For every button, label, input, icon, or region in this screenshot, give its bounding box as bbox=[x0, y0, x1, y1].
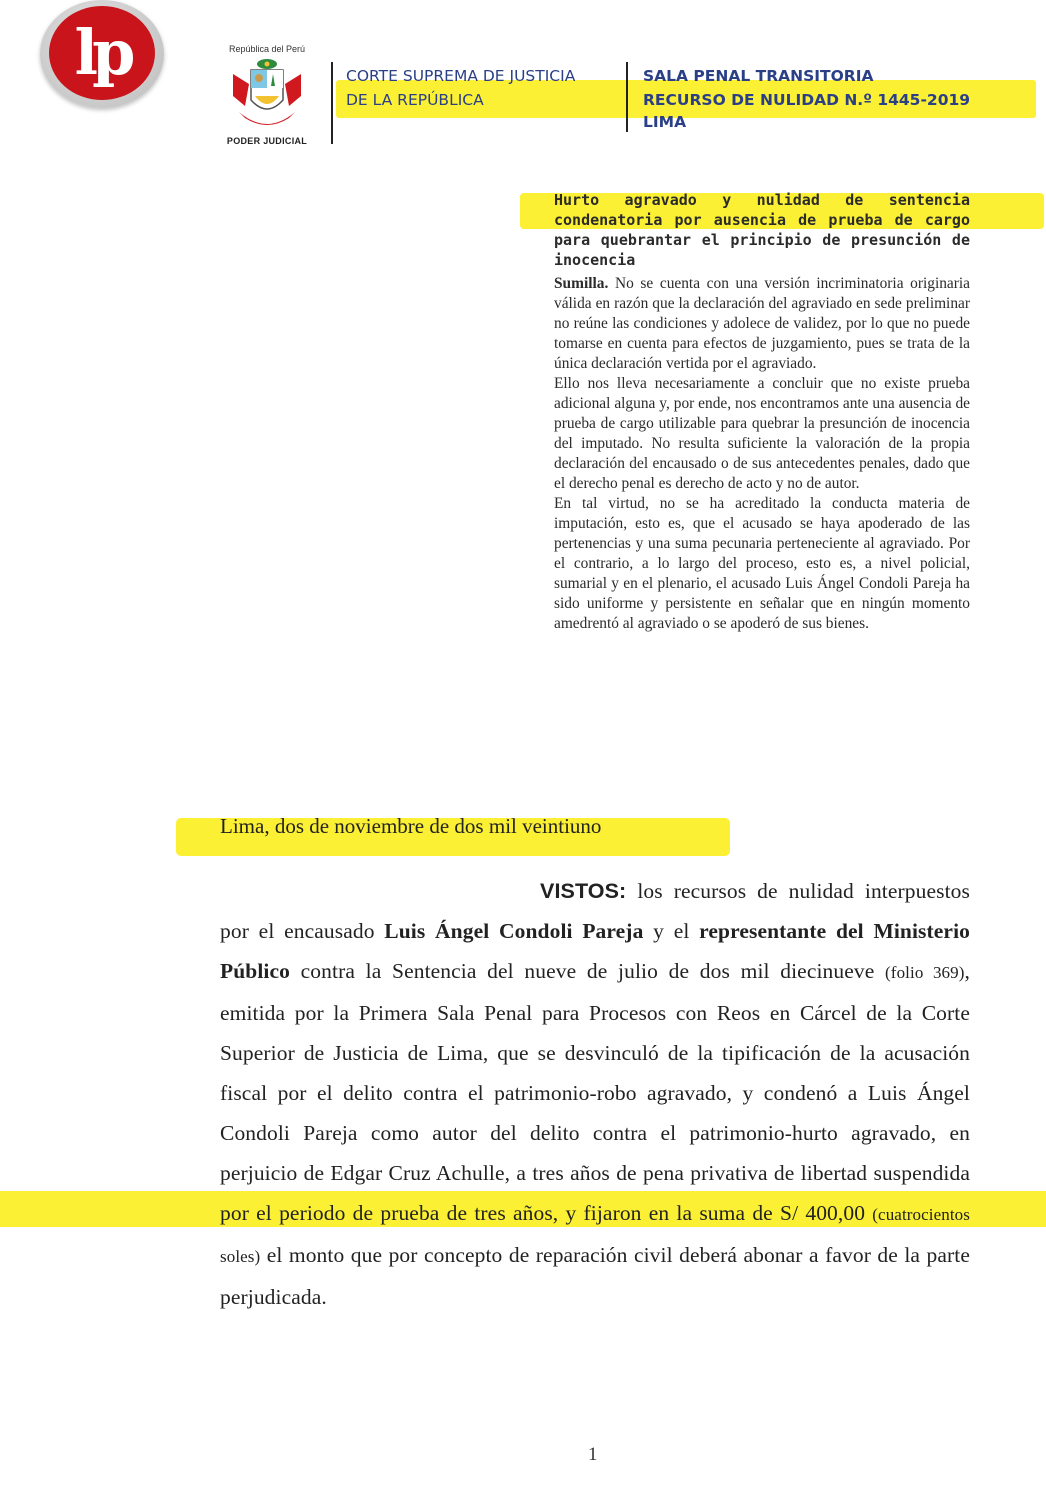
vistos-label: VISTOS: bbox=[540, 879, 627, 903]
case-number: RECURSO DE NULIDAD N.º 1445-2019 bbox=[643, 91, 971, 109]
court-title bbox=[346, 64, 626, 112]
sumilla-paragraph-1 bbox=[554, 274, 970, 374]
court-line-1: CORTE SUPREMA DE JUSTICIA bbox=[346, 67, 576, 85]
date-line: Lima, dos de noviembre de dos mil veintiuno bbox=[220, 814, 602, 838]
sumilla-paragraph-2: Ello nos lleva necesariamente a concluir que no existe prueba adicional alguna y, por ende, nos encontramos ante una ausencia de prueba de cargo utilizable para quebrar la presunción de inocencia del imputado. No resulta suficiente la valoración de la propia declaración del encausado o de sus antecedentes penales, dado que el derecho penal es derecho de acto y no de autor. bbox=[554, 375, 970, 492]
ministry-representative: representante del Ministerio Público bbox=[220, 919, 970, 983]
sumilla-body bbox=[554, 274, 970, 634]
body-text-2: y el bbox=[643, 919, 700, 943]
court-line-2: DE LA REPÚBLICA bbox=[346, 91, 484, 109]
arms-bottom-text: PODER JUDICIAL bbox=[226, 136, 308, 146]
body-text-1: los recursos de nulidad interpuestos por el encausado bbox=[220, 879, 970, 943]
body-text-4: , emitida por la Primera Sala Penal para Procesos con Reos en Cárcel de la Corte Superior de Justicia de Lima, que se desvinculó de la tipificación de la acusación fiscal por el delito contra el patrimonio-robo agravado, y condenó a Luis Ángel Condoli Pareja como autor del delito contra el patrimonio-hurto agravado, en perjuicio de Edgar Cruz Achulle, a tres años de pena privativa de libertad suspendida por el periodo de prueba de tres años, y fijaron en la suma de S/ 400,00 bbox=[220, 959, 970, 1225]
header-divider-left bbox=[331, 62, 333, 144]
sumilla-box bbox=[554, 190, 970, 634]
sumilla-paragraph-3: En tal virtud, no se ha acreditado la conducta materia de imputación, esto es, que el acusado se haya apoderado de las pertenencias y una suma pecunaria perteneciente al agraviado. Por el contrario, a lo largo del proceso, esto es, a nivel policial, sumarial y en el plenario, el acusado Luis Ángel Condoli Pareja ha sido uniforme y persistente en señalar que en ningún momento amedrentó al agraviado o se apoderó de sus bienes. bbox=[554, 495, 970, 632]
peru-coat-of-arms bbox=[215, 44, 319, 150]
coat-of-arms-icon bbox=[229, 56, 305, 134]
folio-ref: (folio 369) bbox=[885, 963, 965, 982]
sumilla-label: Sumilla. bbox=[554, 275, 609, 292]
case-info bbox=[643, 64, 1003, 132]
amount-words: (cuatrocientos soles) bbox=[220, 1205, 970, 1266]
lp-logo-text: lp bbox=[49, 6, 155, 100]
sala-name: SALA PENAL TRANSITORIA bbox=[643, 67, 874, 85]
arms-top-text: República del Perú bbox=[228, 44, 306, 54]
body-text-3: contra la Sentencia del nueve de julio de dos mil diecinueve bbox=[290, 959, 886, 983]
sumilla-paragraph-1-text: No se cuenta con una versión incriminatoria originaria válida en razón que la declaración del agraviado en sede preliminar no reúne las condiciones y adolece de validez, por lo que no puede tomarse en cuenta para efectos de juzgamiento, pues se trata de la única declaración vertida por el agraviado. bbox=[554, 275, 970, 372]
lp-logo bbox=[40, 0, 164, 108]
body-text-5: el monto que por concepto de reparación civil deberá abonar a favor de la parte perjudicada. bbox=[220, 1243, 970, 1309]
sumilla-title: Hurto agravado y nulidad de sentencia condenatoria por ausencia de prueba de cargo para quebrantar el principio de presunción de inocencia bbox=[554, 191, 970, 269]
header-divider-right bbox=[626, 62, 628, 132]
page-number: 1 bbox=[588, 1444, 598, 1465]
main-paragraph bbox=[220, 871, 970, 1317]
case-location: LIMA bbox=[643, 113, 687, 131]
accused-name: Luis Ángel Condoli Pareja bbox=[384, 919, 644, 943]
